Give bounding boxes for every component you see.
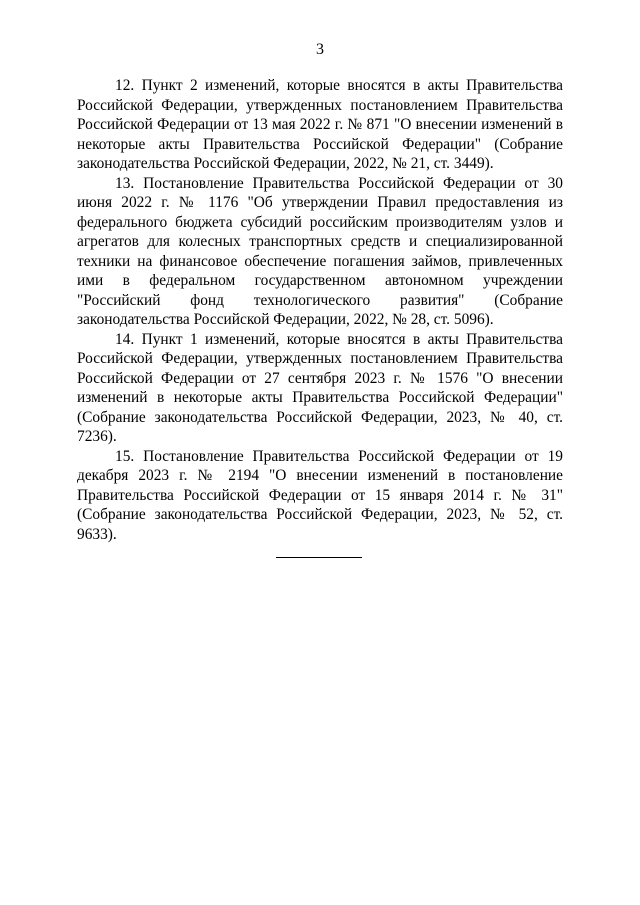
paragraph-item-15: 15. Постановление Правительства Российской Федерации от 19 декабря 2023 г. № 2194 "О внесении изменений в постановление Правительства Российской Федерации от 15 января 2014 г. № 31" (Собрание законодательства Российской Федерации, 2023, № 52, ст. 9633). [77, 447, 563, 543]
paragraph-item-13: 13. Постановление Правительства Российской Федерации от 30 июня 2022 г. № 1176 "Об утверждении Правил предоставления из федерального бюджета субсидий российским производителям узлов и агрегатов для колесных транспортных средств и специализированной техники на финансовое обеспечение погашения займов, привлеченных ими в федеральном государственном автономном учреждении "Российский фонд технологического развития" (Собрание законодательства Российской Федерации, 2022, № 28, ст. 5096). [77, 174, 563, 328]
paragraph-item-14: 14. Пункт 1 изменений, которые вносятся в акты Правительства Российской Федерации, утвержденных постановлением Правительства Российской Федерации от 27 сентября 2023 г. № 1576 "О внесении изменений в некоторые акты Правительства Российской Федерации" (Собрание законодательства Российской Федерации, 2023, № 40, ст. 7236). [77, 330, 563, 445]
document-body [77, 76, 563, 544]
paragraph-item-12: 12. Пункт 2 изменений, которые вносятся в акты Правительства Российской Федерации, утвержденных постановлением Правительства Российской Федерации от 13 мая 2022 г. № 871 "О внесении изменений в некоторые акты Правительства Российской Федерации" (Собрание законодательства Российской Федерации, 2022, № 21, ст. 3449). [77, 77, 563, 172]
page-number: 3 [316, 41, 324, 58]
end-separator-line [276, 557, 362, 558]
